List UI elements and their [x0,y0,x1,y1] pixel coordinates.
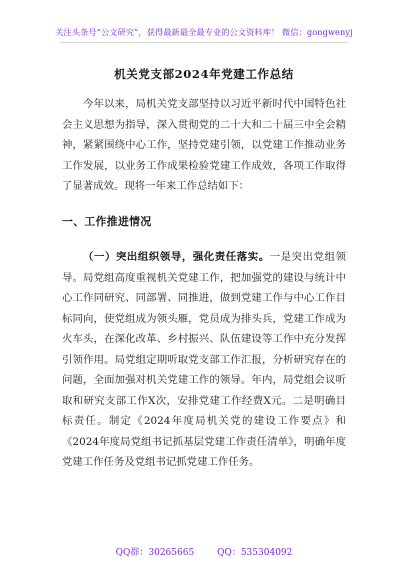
subsection-paragraph [62,247,346,473]
intro-paragraph: 今年以来，局机关党支部坚持以习近平新时代中国特色社会主义思想为指导，深入贯彻党的二十大和二十届三中全会精神，紧紧围绕中心工作，坚持党建引领，以党建工作推动业务工作发展，以业务工作成果检验党建工作成效，各项工作取得了显著成效。现将一年来工作总结如下： [62,98,346,192]
footer-qq-group: QQ群：30265665 [115,548,195,558]
subsection-body: 一是突出党组领导。局党组高度重视机关党建工作，把加强党的建设与统计中心工作同研究、同部署、同推进，做到党建工作与中心工作目标同向，使党组成为领头雁，党员成为排头兵，党建工作成为火车头，在深化改革、乡村振兴、队伍建设等工作中充分发挥引领作用。局党组定期听取党支部工作汇报，分析研究存在的问题，全面加强对机关党建工作的领导。年内，局党组会议听取和研究支部工作X次，安排党建工作经费X元。二是明确目标责任。制定《2024年度局机关党的建设工作要点》和《2024年度局党组书记抓基层党建工作责任清单》，明确年度党建工作任务及党组书记抓党建工作任务。 [62,251,347,468]
footer-contact [0,545,408,558]
header-divider [60,42,348,43]
subsection-heading: （一）突出组织领导，强化责任落实。 [83,251,270,263]
document-title: 机关党支部2024年党建工作总结 [114,67,294,81]
header-banner: 关注头条号“公文研究”，获得最新最全最专业的公文资料库！ 微信：gongwenyj [55,27,353,37]
section-heading: 一、工作推进情况 [62,215,152,228]
footer-qq-number: QQ：535304092 [217,548,293,558]
